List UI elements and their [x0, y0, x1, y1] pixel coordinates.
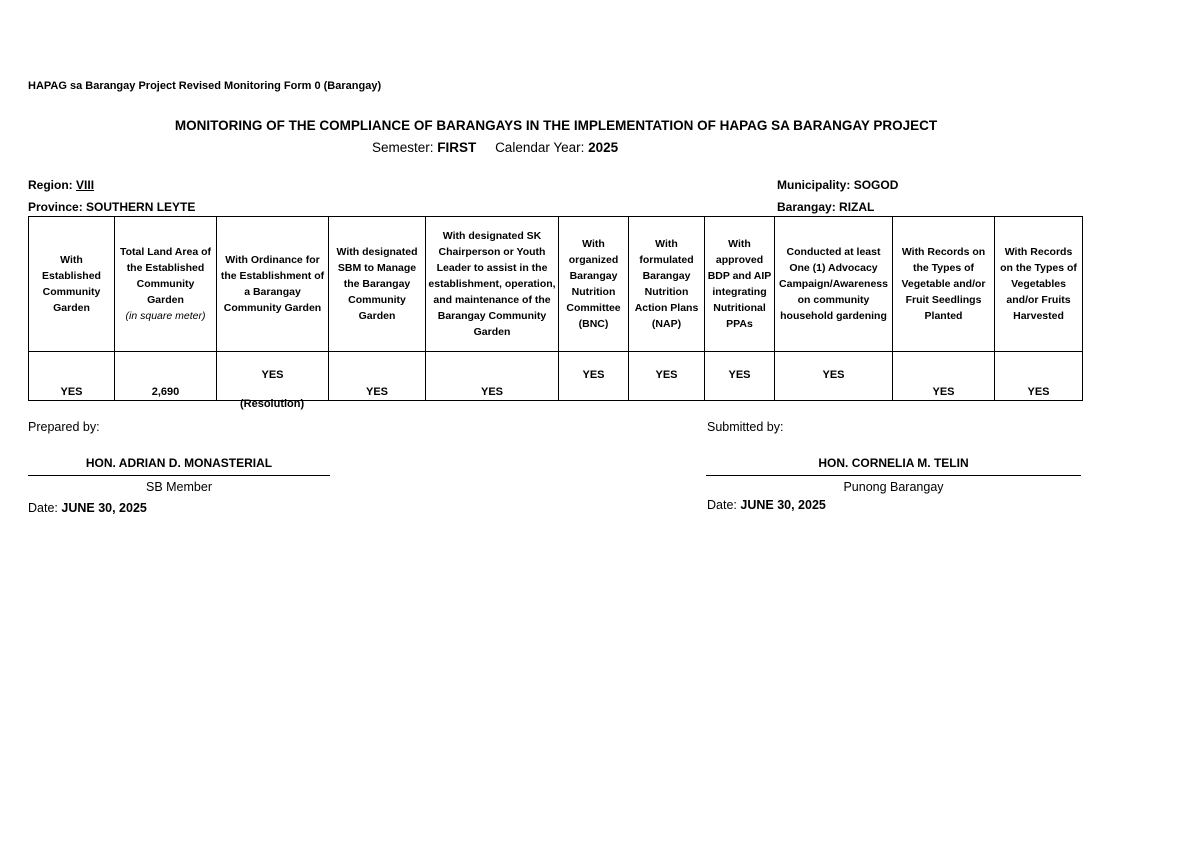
- header-cell: With designated SBM to Manage the Barangay Community Garden: [329, 217, 426, 352]
- value-cell: YES: [629, 352, 705, 401]
- value-cell: 2,690: [115, 352, 217, 401]
- page-title: MONITORING OF THE COMPLIANCE OF BARANGAYS IN THE IMPLEMENTATION OF HAPAG SA BARANGAY PROJECT: [174, 118, 938, 133]
- municipality-field: [777, 178, 898, 192]
- submitted-date: [707, 498, 826, 512]
- value-cell: YES: [775, 352, 893, 401]
- province-label: Province:: [28, 200, 83, 214]
- year-label: Calendar Year:: [495, 140, 585, 155]
- semester-line: [372, 140, 618, 155]
- prepared-date-label: Date:: [28, 501, 58, 515]
- preparer-role: SB Member: [146, 480, 212, 494]
- value-cell: YES: [29, 352, 115, 401]
- table-row: [29, 352, 1083, 401]
- value-cell: YES: [893, 352, 995, 401]
- semester-label: Semester:: [372, 140, 434, 155]
- province-value: SOUTHERN LEYTE: [86, 200, 196, 214]
- submitter-signature-line: [706, 475, 1081, 476]
- semester-value: FIRST: [437, 140, 477, 155]
- header-cell: Total Land Area of the Established Community Garden (in square meter): [115, 217, 217, 352]
- value-cell: YES: [559, 352, 629, 401]
- value-cell: YES: [705, 352, 775, 401]
- prepared-date: [28, 501, 147, 515]
- submitted-date-value: JUNE 30, 2025: [740, 498, 826, 512]
- prepared-label: Prepared by:: [28, 420, 100, 434]
- barangay-label: Barangay:: [777, 200, 836, 214]
- value-cell: YES: [995, 352, 1083, 401]
- submitted-label: Submitted by:: [707, 420, 784, 434]
- submitted-date-label: Date:: [707, 498, 737, 512]
- region-value: VIII: [76, 178, 95, 192]
- compliance-table: [28, 216, 1083, 401]
- header-cell: With Established Community Garden: [29, 217, 115, 352]
- header-cell: With designated SK Chairperson or Youth Leader to assist in the establishment, operation, and maintenance of the Barangay Community Garden: [426, 217, 559, 352]
- preparer-name: HON. ADRIAN D. MONASTERIAL: [85, 456, 273, 470]
- header-cell: Conducted at least One (1) Advocacy Campaign/Awareness on community household gardening: [775, 217, 893, 352]
- value-cell: YES: [426, 352, 559, 401]
- barangay-value: RIZAL: [839, 200, 875, 214]
- header-unit-note: (in square meter): [125, 310, 206, 322]
- header-cell: With Records on the Types of Vegetable and/or Fruit Seedlings Planted: [893, 217, 995, 352]
- submitter-role: Punong Barangay: [843, 480, 944, 494]
- year-value: 2025: [588, 140, 619, 155]
- region-field: [28, 178, 94, 192]
- table-header-row: [29, 217, 1083, 352]
- prepared-date-value: JUNE 30, 2025: [61, 501, 147, 515]
- header-cell: With approved BDP and AIP integrating Nutritional PPAs: [705, 217, 775, 352]
- header-cell: With Ordinance for the Establishment of a Barangay Community Garden: [217, 217, 329, 352]
- form-name: HAPAG sa Barangay Project Revised Monitoring Form 0 (Barangay): [28, 80, 382, 92]
- preparer-signature-line: [28, 475, 330, 476]
- value-cell: YES: [217, 352, 329, 401]
- header-cell: With formulated Barangay Nutrition Action Plans (NAP): [629, 217, 705, 352]
- municipality-label: Municipality:: [777, 178, 851, 192]
- region-label: Region:: [28, 178, 73, 192]
- submitter-name: HON. CORNELIA M. TELIN: [818, 456, 969, 470]
- value-cell: YES: [329, 352, 426, 401]
- barangay-field: [777, 200, 874, 214]
- header-cell: With organized Barangay Nutrition Committee (BNC): [559, 217, 629, 352]
- province-field: [28, 200, 195, 214]
- municipality-value: SOGOD: [853, 178, 899, 192]
- ordinance-note: (Resolution): [240, 398, 305, 410]
- header-cell: With Records on the Types of Vegetables and/or Fruits Harvested: [995, 217, 1083, 352]
